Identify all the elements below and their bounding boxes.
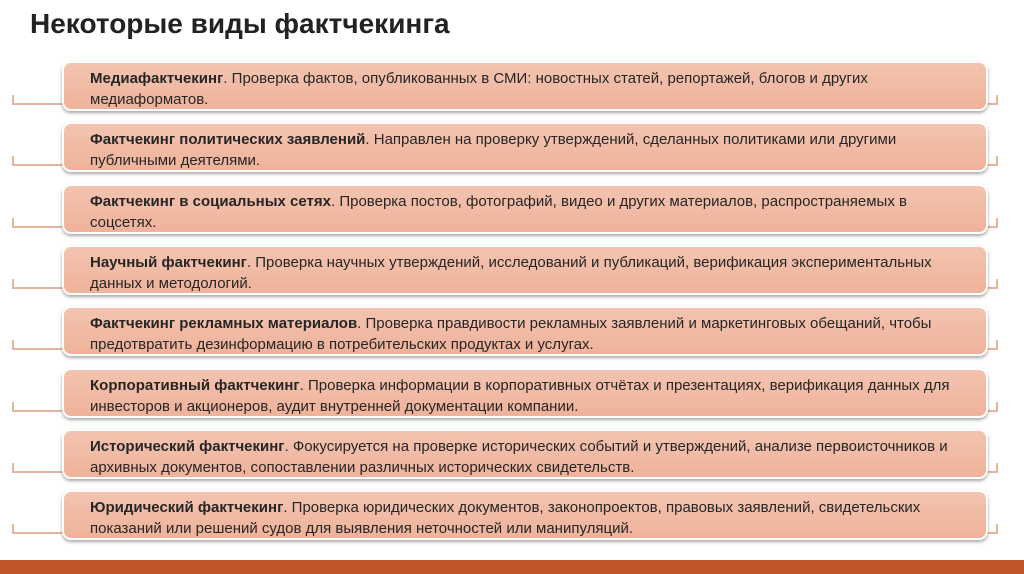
type-name: Фактчекинг политических заявлений — [90, 131, 366, 148]
fact-check-type-card — [62, 429, 988, 479]
fact-check-type-card — [62, 306, 988, 356]
connector-tick — [996, 95, 998, 104]
fact-check-type-card — [62, 61, 988, 111]
connector-tick — [996, 218, 998, 227]
fact-check-type-card — [62, 368, 988, 418]
connector-tick — [996, 279, 998, 288]
fact-check-type-card — [62, 490, 988, 540]
type-name: Юридический фактчекинг — [90, 499, 284, 516]
fact-check-type-card — [62, 122, 988, 172]
connector-tick — [12, 340, 14, 349]
connector-tick — [12, 279, 14, 288]
type-description: . Проверка научных утверждений, исследований и публикаций, верификация экспериментальных данных и методологий. — [90, 254, 932, 292]
type-name: Научный фактчекинг — [90, 254, 247, 271]
connector-tick — [12, 95, 14, 104]
fact-check-type-card — [62, 184, 988, 234]
type-description: . Проверка юридических документов, законопроектов, правовых заявлений, свидетельских показаний или решений судов для выявления неточностей или манипуляций. — [90, 499, 921, 537]
type-name: Фактчекинг в социальных сетях — [90, 193, 331, 210]
type-name: Исторический фактчекинг — [90, 438, 285, 455]
type-description: . Проверка фактов, опубликованных в СМИ: новостных статей, репортажей, блогов и других медиаформатов. — [90, 70, 868, 108]
type-description: . Проверка правдивости рекламных заявлений и маркетинговых обещаний, чтобы предотвратить дезинформацию в потребительских продуктах и услугах. — [90, 315, 932, 353]
bottom-accent-bar — [0, 560, 1024, 574]
connector-tick — [996, 340, 998, 349]
type-description: . Направлен на проверку утверждений, сделанных политиками или другими публичными деятелями. — [90, 131, 897, 169]
connector-tick — [996, 524, 998, 533]
type-name: Корпоративный фактчекинг — [90, 377, 300, 394]
type-description: . Фокусируется на проверке исторических событий и утверждений, анализе первоисточников и архивных документов, сопоставлении различных исторических свидетельств. — [90, 438, 948, 476]
connector-tick — [12, 402, 14, 411]
type-description: . Проверка постов, фотографий, видео и других материалов, распространяемых в соцсетях. — [90, 193, 907, 231]
type-description: . Проверка информации в корпоративных отчётах и презентациях, верификация данных для инвесторов и акционеров, аудит внутренней документации компании. — [90, 377, 950, 415]
connector-tick — [12, 218, 14, 227]
fact-check-type-card — [62, 245, 988, 295]
connector-tick — [996, 463, 998, 472]
connector-tick — [996, 156, 998, 165]
page-title: Некоторые виды фактчекинга — [30, 8, 450, 39]
type-name: Фактчекинг рекламных материалов — [90, 315, 358, 332]
connector-tick — [996, 402, 998, 411]
connector-tick — [12, 463, 14, 472]
type-name: Медиафактчекинг — [90, 70, 224, 87]
connector-tick — [12, 524, 14, 533]
connector-tick — [12, 156, 14, 165]
